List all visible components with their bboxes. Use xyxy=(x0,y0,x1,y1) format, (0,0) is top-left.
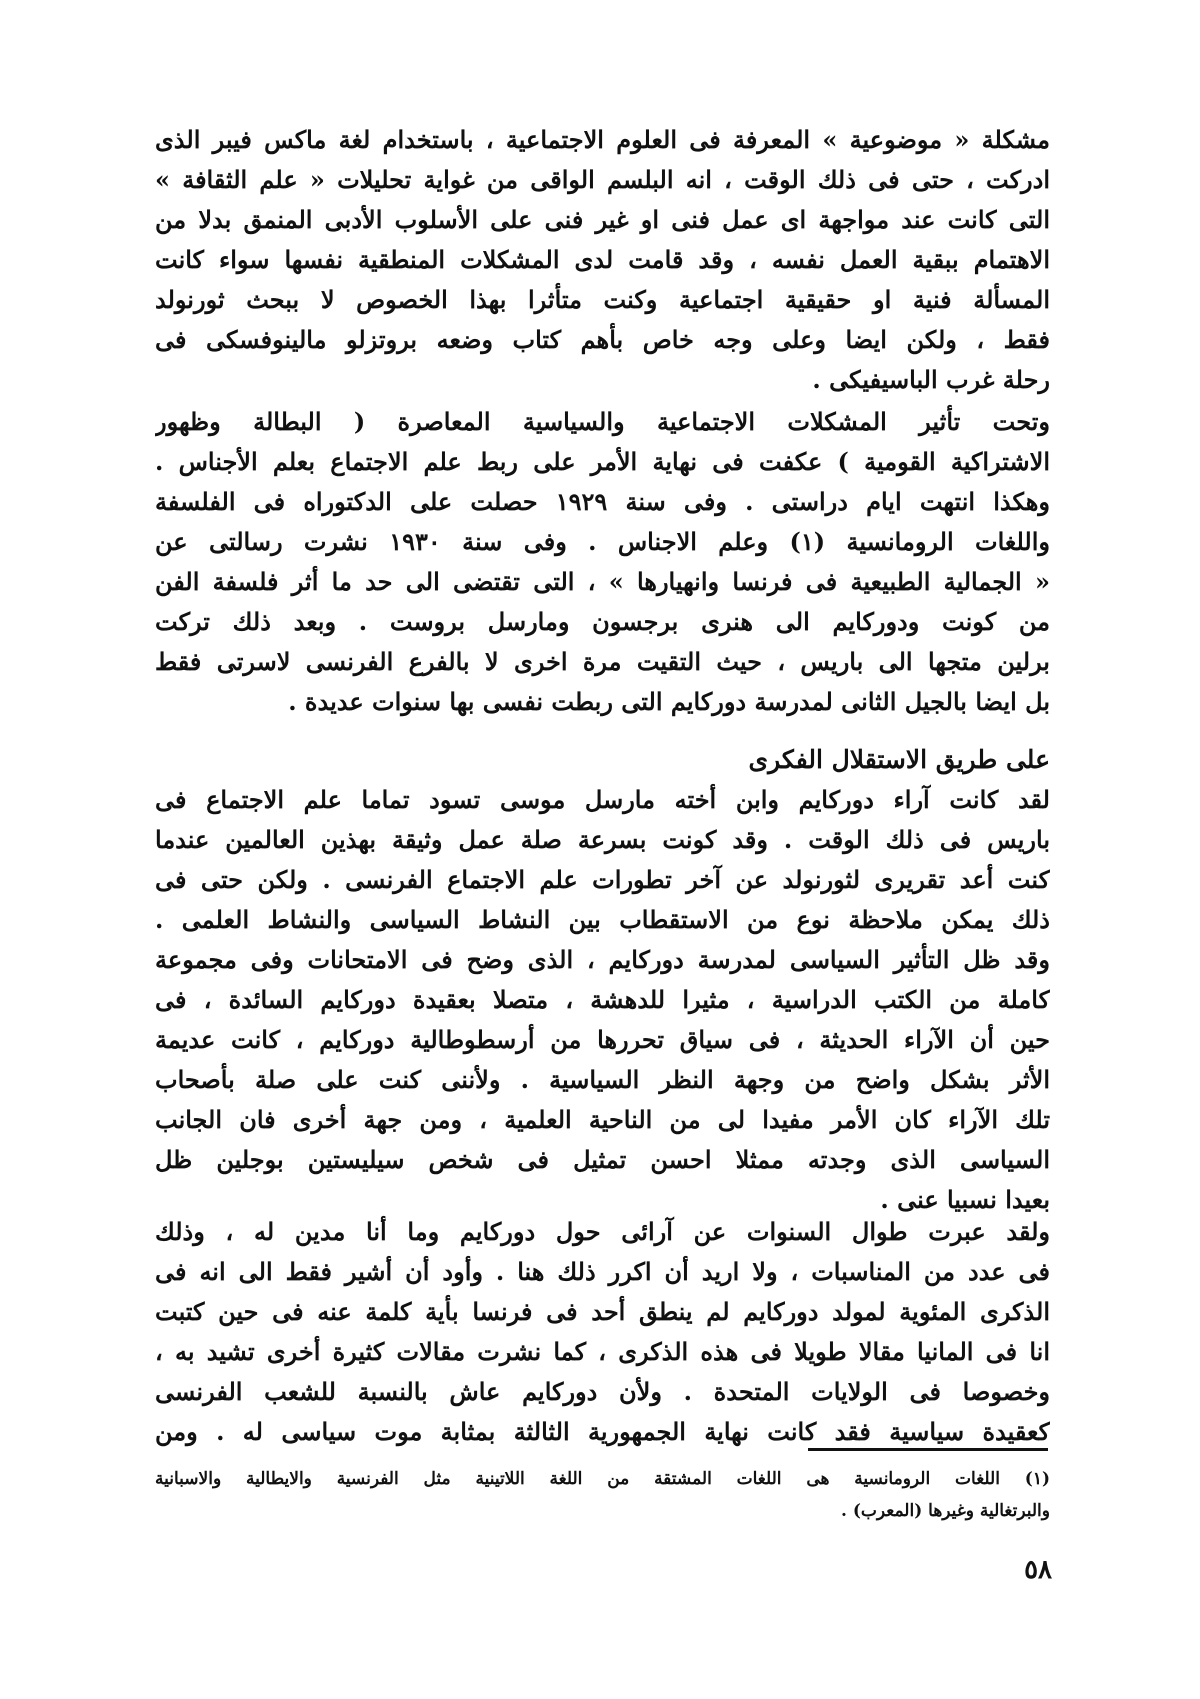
text-line: كاملة من الكتب الدراسية ، مثيرا للدهشة ، متصلا بعقيدة دوركايم السائدة ، فى xyxy=(155,985,1050,1014)
text-line: وخصوصا فى الولايات المتحدة . ولأن دوركايم عاش بالنسبة للشعب الفرنسى xyxy=(155,1377,1050,1406)
text-line: الأثر بشكل واضح من وجهة النظر السياسية . ولأننى كنت على صلة بأصحاب xyxy=(155,1065,1050,1094)
text-line: باريس فى ذلك الوقت . وقد كونت بسرعة صلة عمل وثيقة بهذين العالمين عندما xyxy=(155,825,1050,854)
page-number: ٥٨ xyxy=(1024,1555,1052,1585)
text-line: لقد كانت آراء دوركايم وابن أخته مارسل موسى تسود تماما علم الاجتماع فى xyxy=(155,785,1050,814)
text-line: الذكرى المئوية لمولد دوركايم لم ينطق أحد فى فرنسا بأية كلمة عنه فى حين كتبت xyxy=(155,1297,1050,1326)
footnote-line: والبرتغالية وغيرها (المعرب) . xyxy=(841,1501,1050,1521)
text-line: وتحت تأثير المشكلات الاجتماعية والسياسية المعاصرة ( البطالة وظهور xyxy=(155,407,1050,436)
text-line: انا فى المانيا مقالا طويلا فى هذه الذكرى ، كما نشرت مقالات كثيرة أخرى تشيد به ، xyxy=(155,1337,1050,1366)
text-line: بل ايضا بالجيل الثانى لمدرسة دوركايم التى ربطت نفسى بها سنوات عديدة . xyxy=(288,687,1050,716)
text-line: ولقد عبرت طوال السنوات عن آرائى حول دوركايم وما أنا مدين له ، وذلك xyxy=(155,1217,1050,1246)
text-line: المسألة فنية او حقيقية اجتماعية وكنت متأثرا بهذا الخصوص لا ببحث ثورنولد xyxy=(155,285,1050,314)
text-line: كنت أعد تقريرى لثورنولد عن آخر تطورات علم الاجتماع الفرنسى . ولكن حتى فى xyxy=(155,865,1050,894)
text-line: رحلة غرب الباسيفيكى . xyxy=(812,365,1050,394)
text-line: بعيدا نسبيا عنى . xyxy=(880,1185,1050,1214)
text-line: السياسى الذى وجدته ممثلا احسن تمثيل فى شخص سيليستين بوجلين ظل xyxy=(155,1145,1050,1174)
footnote-line: (١) اللغات الرومانسية هى اللغات المشتقة من اللغة اللاتينية مثل الفرنسية والايطالية والاسبانية xyxy=(155,1469,1050,1489)
section-heading: على طريق الاستقلال الفكرى xyxy=(748,745,1050,774)
text-line: ذلك يمكن ملاحظة نوع من الاستقطاب بين النشاط السياسى والنشاط العلمى . xyxy=(155,905,1050,934)
paragraph-1 xyxy=(155,120,1050,400)
paragraph-2 xyxy=(155,402,1050,722)
paragraph-3 xyxy=(155,780,1050,1220)
paragraph-4 xyxy=(155,1212,1050,1452)
footnote-divider xyxy=(808,1448,1048,1451)
text-line: التى كانت عند مواجهة اى عمل فنى او غير فنى على الأسلوب الأدبى المنمق بدلا من xyxy=(155,205,1050,234)
text-line: فقط ، ولكن ايضا وعلى وجه خاص بأهم كتاب وضعه بروتزلو مالينوفسكى فى xyxy=(155,325,1050,354)
text-line: تلك الآراء كان الأمر مفيدا لى من الناحية العلمية ، ومن جهة أخرى فان الجانب xyxy=(155,1105,1050,1134)
text-line: كعقيدة سياسية فقد كانت نهاية الجمهورية الثالثة بمثابة موت سياسى له . ومن xyxy=(155,1417,1050,1446)
text-line: الاهتمام ببقية العمل نفسه ، وقد قامت لدى المشكلات المنطقية نفسها سواء كانت xyxy=(155,245,1050,274)
text-line: وقد ظل التأثير السياسى لمدرسة دوركايم ، الذى وضح فى الامتحانات وفى مجموعة xyxy=(155,945,1050,974)
text-line: الاشتراكية القومية ) عكفت فى نهاية الأمر على ربط علم الاجتماع بعلم الأجناس . xyxy=(155,447,1050,476)
text-line: مشكلة « موضوعية » المعرفة فى العلوم الاجتماعية ، باستخدام لغة ماكس فيبر الذى xyxy=(155,125,1050,154)
text-line: ادركت ، حتى فى ذلك الوقت ، انه البلسم الواقى من غواية تحليلات « علم الثقافة » xyxy=(155,165,1050,194)
text-line: وهكذا انتهت ايام دراستى . وفى سنة ١٩٢٩ حصلت على الدكتوراه فى الفلسفة xyxy=(155,487,1050,516)
text-line: حين أن الآراء الحديثة ، فى سياق تحررها من أرسطوطالية دوركايم ، كانت عديمة xyxy=(155,1025,1050,1054)
text-line: برلين متجها الى باريس ، حيث التقيت مرة اخرى لا بالفرع الفرنسى لاسرتى فقط xyxy=(155,647,1050,676)
text-line: فى عدد من المناسبات ، ولا اريد أن اكرر ذلك هنا . وأود أن أشير فقط الى انه فى xyxy=(155,1257,1050,1286)
text-line: « الجمالية الطبيعية فى فرنسا وانهيارها » ، التى تقتضى الى حد ما أثر فلسفة الفن xyxy=(155,567,1050,596)
footnote xyxy=(155,1463,1050,1527)
text-line: واللغات الرومانسية (١) وعلم الاجناس . وفى سنة ١٩٣٠ نشرت رسالتى عن xyxy=(155,527,1050,556)
text-line: من كونت ودوركايم الى هنرى برجسون ومارسل بروست . وبعد ذلك تركت xyxy=(155,607,1050,636)
